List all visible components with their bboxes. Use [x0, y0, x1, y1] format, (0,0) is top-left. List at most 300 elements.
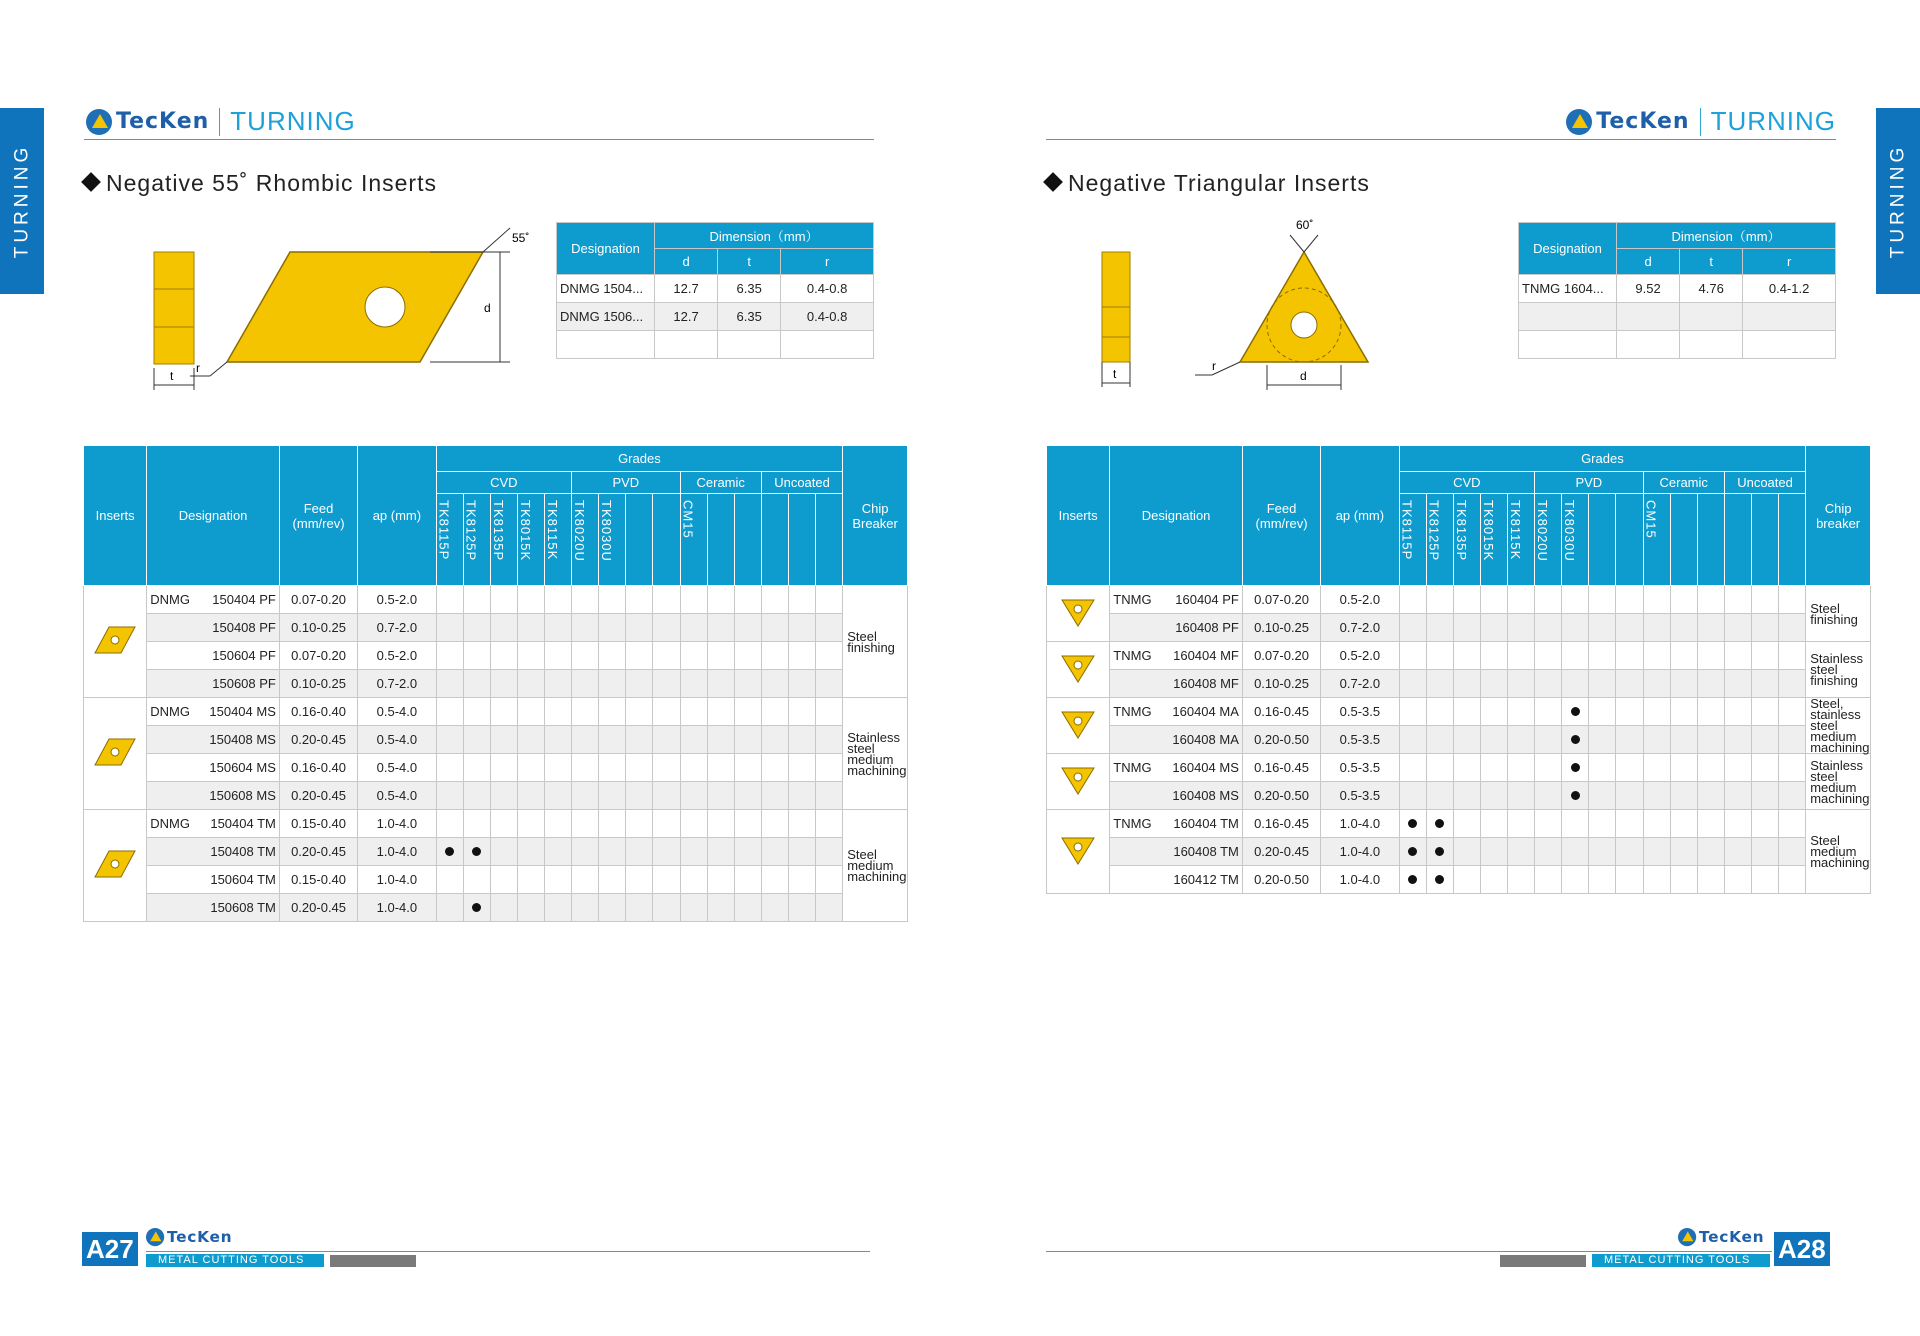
grade-cell — [517, 698, 544, 726]
grade-cell — [490, 670, 517, 698]
feed-cell: 0.10-0.25 — [1242, 670, 1320, 698]
feed-cell: 0.07-0.20 — [279, 586, 357, 614]
grade-cell — [1453, 614, 1480, 642]
insert-top-view — [1240, 252, 1368, 362]
grade-cell — [653, 670, 680, 698]
ap-cell: 0.5-2.0 — [358, 586, 436, 614]
grade-cell — [463, 866, 490, 894]
grade-cell — [1508, 866, 1535, 894]
grade-cell — [1643, 866, 1670, 894]
grade-cell — [1562, 586, 1589, 614]
table-row — [1519, 331, 1836, 359]
section-title-left — [84, 170, 437, 197]
header-cvd: CVD — [1399, 472, 1535, 494]
chip-breaker-cell: Stainless steel finishing — [1806, 642, 1871, 698]
designation-code: 160404 PF — [1175, 592, 1239, 607]
grade-cell — [517, 614, 544, 642]
grade-cell — [599, 670, 626, 698]
grade-header — [1426, 494, 1453, 586]
header-dim-col: t — [718, 249, 781, 275]
grade-cell — [1779, 782, 1806, 810]
designation-prefix: DNMG — [150, 592, 190, 607]
diamond-bullet-icon — [81, 172, 101, 192]
grade-header — [707, 494, 734, 586]
grade-cell — [517, 838, 544, 866]
grade-cell — [1589, 866, 1616, 894]
designation-prefix: TNMG — [1113, 760, 1152, 775]
feed-cell: 0.07-0.20 — [279, 642, 357, 670]
footer-bar — [330, 1255, 416, 1267]
grade-cell — [1453, 754, 1480, 782]
grade-cell — [517, 670, 544, 698]
triangular-insert-icon — [1058, 833, 1098, 867]
grade-header — [517, 494, 544, 586]
brand-logo-icon — [1678, 1228, 1696, 1246]
designation-code: 160408 MA — [1172, 732, 1239, 747]
grade-cell — [1779, 810, 1806, 838]
grade-cell — [1426, 866, 1453, 894]
header-feed: Feed (mm/rev) — [279, 446, 357, 586]
grade-cell — [1562, 670, 1589, 698]
grade-cell — [680, 586, 707, 614]
grade-cell — [1779, 838, 1806, 866]
table-cell: 12.7 — [655, 275, 718, 303]
designation-code: 160408 TM — [1173, 844, 1239, 859]
designation-cell — [147, 782, 280, 810]
grade-cell — [1643, 698, 1670, 726]
grade-cell — [1779, 754, 1806, 782]
ap-cell: 1.0-4.0 — [1321, 810, 1399, 838]
grade-cell — [1426, 614, 1453, 642]
header-ceramic: Ceramic — [680, 472, 761, 494]
grade-cell — [626, 838, 653, 866]
divider — [1700, 108, 1701, 136]
grade-cell — [436, 838, 463, 866]
dim-d-label: d — [1300, 369, 1307, 383]
designation-code: 160408 MS — [1172, 788, 1239, 803]
grade-cell — [436, 586, 463, 614]
ap-cell: 0.7-2.0 — [1321, 670, 1399, 698]
grade-cell — [680, 754, 707, 782]
grade-cell — [1643, 670, 1670, 698]
header-uncoated: Uncoated — [1724, 472, 1805, 494]
grade-cell — [707, 894, 734, 922]
header-dim-col: r — [781, 249, 874, 275]
designation-code: 150608 MS — [209, 788, 276, 803]
grade-cell — [816, 726, 843, 754]
grade-cell — [1480, 754, 1507, 782]
brand-logo — [86, 106, 356, 137]
grade-table-right — [1046, 445, 1871, 894]
table-row — [84, 726, 908, 754]
designation-prefix — [1110, 844, 1113, 859]
designation-code: 150608 PF — [212, 676, 276, 691]
grade-cell — [1562, 754, 1589, 782]
grade-cell — [734, 586, 761, 614]
grade-cell — [653, 866, 680, 894]
designation-cell — [147, 894, 280, 922]
table-row — [84, 642, 908, 670]
feed-cell: 0.16-0.40 — [279, 754, 357, 782]
grade-header — [1779, 494, 1806, 586]
grade-cell — [1426, 642, 1453, 670]
designation-prefix — [1110, 872, 1113, 887]
designation-code: 150404 TM — [210, 816, 276, 831]
designation-code: 150408 MS — [209, 732, 276, 747]
grade-cell — [788, 894, 815, 922]
designation-cell — [1110, 670, 1243, 698]
grade-cell — [680, 866, 707, 894]
grade-cell — [1724, 838, 1751, 866]
feed-cell: 0.20-0.50 — [1242, 726, 1320, 754]
grade-cell — [816, 586, 843, 614]
grade-cell — [653, 782, 680, 810]
grade-cell — [1751, 670, 1778, 698]
ap-cell: 0.7-2.0 — [1321, 614, 1399, 642]
designation-prefix — [147, 872, 150, 887]
grade-cell — [1724, 782, 1751, 810]
designation-cell — [147, 838, 280, 866]
ap-cell: 0.5-2.0 — [358, 642, 436, 670]
designation-code: 150404 MS — [209, 704, 276, 719]
grade-cell — [1670, 586, 1697, 614]
grade-header — [1535, 494, 1562, 586]
grade-cell — [1697, 782, 1724, 810]
grade-cell — [545, 586, 572, 614]
grade-cell — [761, 614, 788, 642]
grade-cell — [1697, 670, 1724, 698]
table-cell: 6.35 — [718, 275, 781, 303]
grade-cell — [1399, 782, 1426, 810]
grade-header — [572, 494, 599, 586]
grade-cell — [1589, 698, 1616, 726]
designation-cell — [1110, 698, 1243, 726]
footer-logo — [146, 1228, 232, 1246]
grade-label: TK8030U — [1562, 500, 1578, 562]
grade-cell — [653, 698, 680, 726]
table-cell — [1617, 331, 1680, 359]
grade-cell — [1453, 698, 1480, 726]
table-row — [1047, 866, 1871, 894]
grade-cell — [1480, 614, 1507, 642]
grade-cell — [761, 698, 788, 726]
table-row — [557, 275, 874, 303]
dim-d-label: d — [484, 301, 491, 315]
grade-label: TK8030U — [599, 500, 615, 562]
grade-cell — [1399, 586, 1426, 614]
grade-label: TK8125P — [1426, 500, 1442, 562]
grade-cell — [436, 698, 463, 726]
table-row — [84, 698, 908, 726]
designation-prefix: TNMG — [1113, 704, 1152, 719]
grade-cell — [1535, 614, 1562, 642]
designation-code: 150604 PF — [212, 648, 276, 663]
grade-cell — [599, 614, 626, 642]
grade-cell — [1724, 586, 1751, 614]
grade-cell — [517, 754, 544, 782]
feed-cell: 0.10-0.25 — [1242, 614, 1320, 642]
grade-cell — [1535, 838, 1562, 866]
grade-cell — [1779, 698, 1806, 726]
grade-cell — [545, 614, 572, 642]
grade-label: TK8135P — [490, 500, 506, 562]
grade-cell — [1697, 726, 1724, 754]
grade-cell — [761, 866, 788, 894]
grade-cell — [626, 894, 653, 922]
grade-cell — [490, 698, 517, 726]
grade-cell — [1697, 614, 1724, 642]
header-grades: Grades — [1399, 446, 1806, 472]
grade-cell — [626, 782, 653, 810]
grade-label: CM15 — [1643, 500, 1659, 539]
grade-cell — [545, 894, 572, 922]
angle-label: 60˚ — [1296, 218, 1314, 232]
grade-cell — [1616, 838, 1643, 866]
grade-cell — [1399, 726, 1426, 754]
footer-logo — [1678, 1228, 1764, 1246]
section-name: TURNING — [230, 106, 356, 136]
grade-cell — [436, 866, 463, 894]
table-row — [1519, 303, 1836, 331]
footer-tag: METAL CUTTING TOOLS — [1592, 1254, 1770, 1267]
grade-cell — [1399, 810, 1426, 838]
header-dim-col: d — [655, 249, 718, 275]
grade-cell — [788, 614, 815, 642]
grade-cell — [1616, 642, 1643, 670]
grade-cell — [1670, 726, 1697, 754]
grade-cell — [1480, 866, 1507, 894]
ap-cell: 0.5-4.0 — [358, 698, 436, 726]
grade-cell — [734, 698, 761, 726]
recommended-dot-icon — [472, 847, 481, 856]
designation-cell — [147, 586, 280, 614]
feed-cell: 0.10-0.25 — [279, 614, 357, 642]
table-row — [1047, 698, 1871, 726]
grade-cell — [545, 726, 572, 754]
grade-cell — [816, 642, 843, 670]
grade-cell — [572, 726, 599, 754]
triangular-insert-diagram — [1100, 215, 1400, 395]
grade-cell — [1589, 838, 1616, 866]
grade-cell — [707, 670, 734, 698]
header-pvd: PVD — [1535, 472, 1643, 494]
grade-cell — [572, 670, 599, 698]
table-cell — [1519, 331, 1617, 359]
grade-cell — [626, 726, 653, 754]
triangular-insert-icon — [1058, 707, 1098, 741]
feed-cell: 0.07-0.20 — [1242, 586, 1320, 614]
grade-cell — [1535, 698, 1562, 726]
grade-cell — [599, 754, 626, 782]
rhombic-insert-diagram — [140, 220, 550, 395]
grade-cell — [707, 810, 734, 838]
grade-cell — [816, 614, 843, 642]
side-tab-right — [1876, 108, 1920, 294]
chip-breaker-cell: Steel medium machining — [843, 810, 908, 922]
grade-cell — [517, 782, 544, 810]
table-cell: 9.52 — [1617, 275, 1680, 303]
table-row — [84, 754, 908, 782]
grade-cell — [1562, 642, 1589, 670]
grade-cell — [490, 642, 517, 670]
grade-cell — [788, 726, 815, 754]
table-row — [84, 782, 908, 810]
grade-cell — [436, 894, 463, 922]
grade-label: TK8135P — [1453, 500, 1469, 562]
grade-cell — [1670, 614, 1697, 642]
brand-logo-icon — [146, 1228, 164, 1246]
table-cell: 0.4-1.2 — [1743, 275, 1836, 303]
grade-cell — [680, 642, 707, 670]
table-cell: TNMG 1604... — [1519, 275, 1617, 303]
header-chip-breaker: Chip breaker — [1806, 446, 1871, 586]
designation-cell — [147, 866, 280, 894]
grade-cell — [572, 698, 599, 726]
grade-header — [1616, 494, 1643, 586]
grade-cell — [1508, 642, 1535, 670]
grade-cell — [1589, 642, 1616, 670]
grade-cell — [599, 698, 626, 726]
grade-cell — [1480, 838, 1507, 866]
table-cell: 12.7 — [655, 303, 718, 331]
grade-cell — [572, 894, 599, 922]
ap-cell: 0.5-3.5 — [1321, 698, 1399, 726]
grade-cell — [626, 866, 653, 894]
designation-cell — [147, 670, 280, 698]
grade-cell — [761, 670, 788, 698]
insert-side-view — [154, 252, 194, 364]
table-cell: 0.4-0.8 — [781, 275, 874, 303]
grade-cell — [1399, 642, 1426, 670]
table-row — [84, 810, 908, 838]
header-designation: Designation — [147, 446, 280, 586]
grade-cell — [1697, 642, 1724, 670]
grade-cell — [1453, 726, 1480, 754]
page-number: A27 — [82, 1232, 138, 1266]
grade-cell — [463, 838, 490, 866]
designation-prefix — [147, 732, 150, 747]
rhombic-insert-icon — [93, 735, 137, 769]
designation-cell — [1110, 810, 1243, 838]
designation-prefix — [1110, 732, 1113, 747]
feed-cell: 0.16-0.45 — [1242, 754, 1320, 782]
grade-cell — [1751, 754, 1778, 782]
grade-header — [1589, 494, 1616, 586]
grade-cell — [490, 754, 517, 782]
triangular-insert-icon — [1058, 651, 1098, 685]
grade-cell — [707, 698, 734, 726]
dim-t-label: t — [1113, 367, 1117, 381]
grade-cell — [1779, 586, 1806, 614]
grade-cell — [653, 810, 680, 838]
grade-cell — [653, 894, 680, 922]
grade-header — [761, 494, 788, 586]
ap-cell: 0.5-3.5 — [1321, 754, 1399, 782]
grade-cell — [788, 642, 815, 670]
grade-cell — [1562, 866, 1589, 894]
table-row — [84, 670, 908, 698]
grade-cell — [1426, 698, 1453, 726]
table-row — [557, 303, 874, 331]
grade-cell — [1697, 698, 1724, 726]
grade-cell — [653, 838, 680, 866]
grade-cell — [1724, 726, 1751, 754]
grade-cell — [1426, 726, 1453, 754]
grade-cell — [788, 754, 815, 782]
grade-cell — [1751, 698, 1778, 726]
grade-cell — [1643, 614, 1670, 642]
grade-cell — [1426, 838, 1453, 866]
designation-code: 160408 MF — [1173, 676, 1239, 691]
table-cell: 6.35 — [718, 303, 781, 331]
grade-cell — [1480, 782, 1507, 810]
grade-cell — [816, 754, 843, 782]
grade-cell — [1589, 754, 1616, 782]
designation-code: 150604 TM — [210, 872, 276, 887]
grade-cell — [1670, 838, 1697, 866]
grade-cell — [707, 754, 734, 782]
designation-code: 160408 PF — [1175, 620, 1239, 635]
table-row — [1047, 838, 1871, 866]
grade-cell — [734, 810, 761, 838]
grade-cell — [572, 782, 599, 810]
grade-label: TK8125P — [463, 500, 479, 562]
divider — [219, 108, 220, 136]
ap-cell: 0.7-2.0 — [358, 614, 436, 642]
grade-cell — [1589, 614, 1616, 642]
grade-cell — [734, 866, 761, 894]
table-row — [84, 614, 908, 642]
grade-cell — [436, 614, 463, 642]
grade-cell — [1643, 810, 1670, 838]
insert-image — [1047, 754, 1110, 810]
grade-cell — [734, 838, 761, 866]
grade-header — [1724, 494, 1751, 586]
designation-cell — [147, 810, 280, 838]
header-ceramic: Ceramic — [1643, 472, 1724, 494]
grade-cell — [816, 838, 843, 866]
grade-cell — [1508, 754, 1535, 782]
grade-cell — [788, 670, 815, 698]
grade-cell — [653, 754, 680, 782]
grade-cell — [436, 726, 463, 754]
grade-cell — [707, 866, 734, 894]
grade-header — [599, 494, 626, 586]
grade-cell — [1724, 670, 1751, 698]
designation-cell — [1110, 726, 1243, 754]
ap-cell: 0.5-3.5 — [1321, 726, 1399, 754]
recommended-dot-icon — [1408, 847, 1417, 856]
feed-cell: 0.20-0.45 — [1242, 838, 1320, 866]
grade-cell — [1589, 810, 1616, 838]
footer-logo-text: TecKen — [167, 1228, 233, 1246]
table-row — [1047, 726, 1871, 754]
designation-cell — [1110, 586, 1243, 614]
grade-cell — [1535, 754, 1562, 782]
table-cell — [655, 331, 718, 359]
grade-cell — [572, 838, 599, 866]
table-row — [84, 838, 908, 866]
recommended-dot-icon — [1435, 819, 1444, 828]
grade-cell — [1480, 726, 1507, 754]
grade-cell — [1480, 810, 1507, 838]
grade-cell — [599, 782, 626, 810]
grade-cell — [734, 614, 761, 642]
grade-cell — [1508, 810, 1535, 838]
recommended-dot-icon — [1571, 791, 1580, 800]
grade-header — [1670, 494, 1697, 586]
grade-cell — [707, 642, 734, 670]
